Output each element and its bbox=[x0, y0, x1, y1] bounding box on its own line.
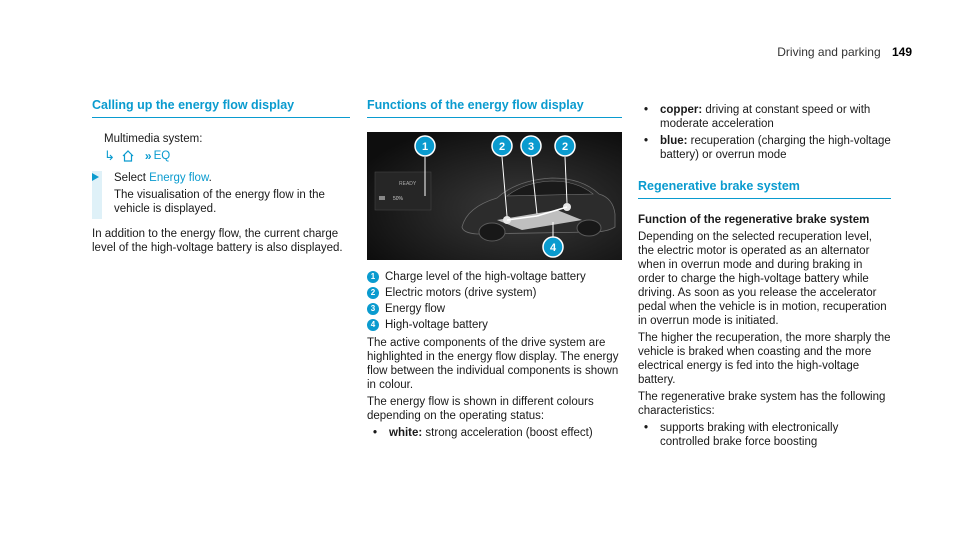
column-calling-up bbox=[92, 98, 350, 258]
paragraph-battery-level: In addition to the energy flow, the current charge level of the high-voltage battery is also displayed. bbox=[92, 228, 343, 254]
legend-item bbox=[367, 302, 622, 316]
bullet-term: blue: bbox=[660, 135, 688, 147]
callout-badge-2-front bbox=[492, 136, 512, 156]
bullet-icon: • bbox=[644, 135, 649, 147]
legend-badge: 1 bbox=[367, 271, 379, 283]
section-title: Driving and parking bbox=[777, 45, 881, 59]
callout-badge-3 bbox=[521, 136, 541, 156]
step-arrow-icon bbox=[92, 173, 99, 181]
column-regenerative bbox=[638, 101, 891, 452]
path-arrow-icon: ↳ bbox=[104, 148, 115, 163]
bullet-text: supports braking with electronically controlled brake force boosting bbox=[660, 422, 839, 448]
paragraph-active-components: The active components of the drive system are highlighted in the energy flow display. The energy flow between the individual components is shown in colour. bbox=[367, 337, 619, 391]
bullet-icon: • bbox=[373, 427, 378, 439]
bullet-term: white: bbox=[389, 427, 423, 439]
battery-percent-label: 50% bbox=[393, 196, 404, 202]
page-number: 149 bbox=[891, 45, 912, 59]
svg-text:4: 4 bbox=[549, 242, 557, 254]
legend-badge: 2 bbox=[367, 287, 379, 299]
bullet-icon: • bbox=[644, 422, 649, 434]
paragraph-colours: The energy flow is shown in different colours depending on the operating status: bbox=[367, 396, 594, 422]
list-item bbox=[638, 421, 891, 449]
svg-text:3: 3 bbox=[527, 141, 535, 153]
legend-text: Charge level of the high-voltage battery bbox=[385, 271, 586, 283]
rear-wheel bbox=[577, 220, 601, 236]
svg-text:1: 1 bbox=[421, 141, 429, 153]
figure-legend bbox=[367, 270, 622, 332]
bullet-text: driving at constant speed or with moderate acceleration bbox=[660, 104, 871, 130]
paragraph-characteristics: The regenerative brake system has the following characteristics: bbox=[638, 391, 886, 417]
energy-flow-figure bbox=[367, 132, 622, 260]
bullet-icon: • bbox=[644, 104, 649, 116]
home-icon bbox=[121, 149, 135, 163]
screen-ready-label: READY bbox=[399, 181, 417, 187]
legend-text: Energy flow bbox=[385, 303, 446, 315]
section-heading-functions: Functions of the energy flow display bbox=[367, 98, 622, 118]
energy-flow-link[interactable]: Energy flow bbox=[149, 172, 209, 184]
step-prefix: Select bbox=[114, 172, 150, 184]
step-result: The visualisation of the energy flow in the vehicle is displayed. bbox=[114, 189, 325, 215]
page-header bbox=[777, 45, 912, 59]
paragraph-higher-recuperation: The higher the recuperation, the more sharply the vehicle is braked when coasting and the more electrical energy is fed into the high-voltage battery. bbox=[638, 332, 891, 386]
legend-item bbox=[367, 270, 622, 284]
bullet-term: copper: bbox=[660, 104, 703, 116]
svg-text:2: 2 bbox=[561, 141, 569, 153]
list-item bbox=[638, 103, 891, 131]
section-heading-calling-up: Calling up the energy flow display bbox=[92, 98, 350, 118]
callout-badge-2-rear bbox=[555, 136, 575, 156]
legend-text: High-voltage battery bbox=[385, 319, 488, 331]
colour-list-continued bbox=[638, 103, 891, 162]
battery-mini-icon bbox=[379, 196, 385, 200]
step-marker bbox=[92, 171, 102, 219]
legend-badge: 3 bbox=[367, 303, 379, 315]
double-chevron-icon: » bbox=[144, 149, 150, 163]
legend-text: Electric motors (drive system) bbox=[385, 287, 537, 299]
bullet-text: recuperation (charging the high-voltage battery) or overrun mode bbox=[660, 135, 891, 161]
multimedia-label: Multimedia system: bbox=[104, 133, 203, 145]
column-functions bbox=[367, 98, 622, 443]
list-item bbox=[367, 426, 622, 440]
svg-text:2: 2 bbox=[498, 141, 506, 153]
bullet-text: strong acceleration (boost effect) bbox=[422, 427, 593, 439]
front-wheel bbox=[479, 223, 505, 241]
list-item bbox=[638, 134, 891, 162]
legend-badge: 4 bbox=[367, 319, 379, 331]
energy-flow-illustration bbox=[367, 132, 622, 260]
instruction-step bbox=[92, 171, 350, 219]
subheading-function: Function of the regenerative brake system bbox=[638, 214, 870, 226]
menu-path bbox=[104, 149, 350, 163]
legend-item bbox=[367, 286, 622, 300]
legend-item bbox=[367, 318, 622, 332]
callout-badge-1 bbox=[415, 136, 435, 156]
paragraph-recuperation-level: Depending on the selected recuperation level, the electric motor is operated as an alternator when in overrun mode and during braking in order to charge the high-voltage battery while driving. As soon as you release the accelerator pedal when the vehicle is in motion, recuperation in overrun mode is initiated. bbox=[638, 231, 887, 327]
characteristics-list bbox=[638, 421, 891, 449]
path-target-eq[interactable]: EQ bbox=[153, 150, 171, 162]
section-heading-regenerative: Regenerative brake system bbox=[638, 179, 891, 199]
step-suffix: . bbox=[208, 172, 212, 184]
colour-list bbox=[367, 426, 622, 440]
callout-badge-4 bbox=[543, 237, 563, 257]
screen-panel bbox=[375, 172, 431, 210]
